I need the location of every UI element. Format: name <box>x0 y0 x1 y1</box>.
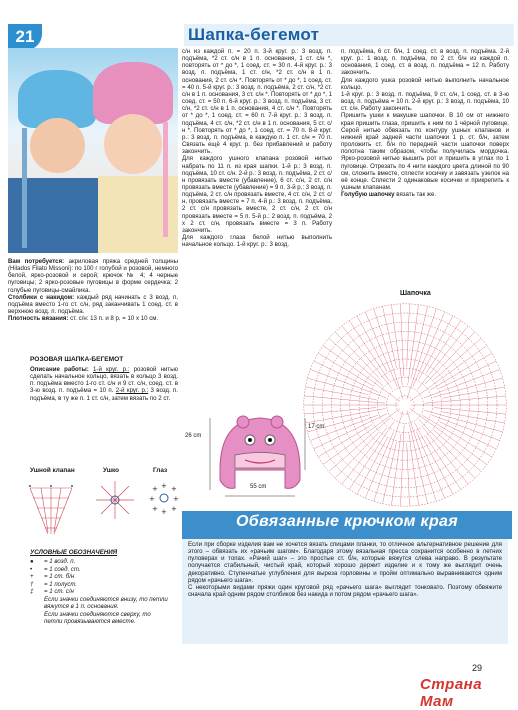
middle-column-text: с/н из каждой п. = 20 п. 3-й круг. р.: 3 возд. п. подъёма, *2 ст. с/н в 1 п. основания, 1 ст. с/н *, повторять от * до *, 1 соед. ст. = 30 п. 4-й круг. р.: 3 возд. п. подъёма, 1 ст. с/н, *2 ст. с/н в 1 п. основания, 2 ст. с/н *. Повторять от * до *, 1 соед. ст. = 40 п. 5-й круг. р.: 3 возд. п. подъёма, 2 ст. с/н, *2 ст. с/н в 1 п. основания, 3 ст. с/н *. Повторять от * до *, 1 соед. ст. = 50 п. 6-й круг. р.: 3 возд. п. подъёма, 3 ст. с/н, *2 ст. с/н в 1 п. основания, 4 ст. с/н *. Повторять от * до *, 1 соед. ст. = 60 п. 7-й круг. р.: 3 возд. п. подъёма, 4 ст. с/н, *2 ст. с/н в 1 п. основания, 5 ст. с/н *. Повторять от * до *, 1 соед. ст. = 70 п. 8-й круг. р.: 3 возд. п. подъёма, в каждую п. 1 ст. с/н = 70 п. Связать ещё 4 круг. р. без прибавлений и работу закончить. Для каждого ушного клапана розовой нитью набрать по 11 п. из края шапки. 1-й р.: 3 возд. п. подъёма, 10 ст. с/н. 2-й р.: 3 возд. п. подъёма, 2 ст. с/н провязать вместе (убавление), 6 ст. с/н, 2 ст. с/н провязать вместе (убавление) = 9 п. 3-й р.: 3 возд. п. подъёма, 2 ст. с/н провязать вместе, 4 ст. с/н, 2 ст. с/н, провязать вместе = 7 п. 4-й р.: 3 возд. п. подъёма, 2 ст. с/н провязать вместе, 2 ст. с/н, 2 ст. с/н провязать вместе = 5 п. 5-й р.: 2 возд. п. подъёма, 2 х 2 ст. с/н, провязать вместе = 3 п. Работу закончить. Для каждого глаза белой нитью выполнить начальное кольцо. 1-й круг. р.: 3 возд. <box>182 48 332 249</box>
schema-spoke <box>407 309 436 399</box>
schema-spoke <box>433 378 502 397</box>
section-title: РОЗОВАЯ ШАПКА-БЕГЕМОТ <box>30 356 124 363</box>
schema-spoke <box>425 396 506 403</box>
schema-spoke <box>314 414 387 449</box>
schema-title: Шапочка <box>400 290 431 297</box>
ear-label: Ушко <box>103 467 120 474</box>
schema-spoke <box>416 432 444 498</box>
schema-spoke <box>391 305 402 385</box>
legend-item: † = 1 полуст. <box>30 580 78 588</box>
schema-spoke <box>419 419 475 478</box>
svg-text:+: + <box>173 495 179 503</box>
legend-note: Если значки соединяются сверху, то петли провязываются вместе. <box>44 610 151 625</box>
schema-spoke <box>357 316 387 371</box>
svg-text:+: + <box>152 505 158 513</box>
schema-spoke <box>306 387 377 400</box>
schema-spoke <box>439 361 496 388</box>
legend <box>30 549 170 626</box>
schema-spoke <box>357 438 387 493</box>
legend-item: ● = 1 возд. п. <box>30 558 76 565</box>
schema-spoke <box>414 423 452 494</box>
schema-spoke <box>424 410 502 432</box>
schema-spoke <box>408 305 419 385</box>
svg-text:+: + <box>152 485 158 493</box>
schema-spoke <box>411 307 427 377</box>
schema-spoke <box>442 412 504 423</box>
svg-text:+: + <box>161 508 167 516</box>
schema-spoke <box>407 304 410 367</box>
schema-spoke <box>383 307 397 368</box>
description-block: Описание работы: 1-й круг. р.: розовой нитью сделать начальное кольцо, вязать в кольцо 3 возд. п. подъёма вместо 1-го ст. с/н и 9 ст. с/н, соед. ст. в 3-ю возд. п. подъёма = 10 п. 2-й круг. р.: 3 возд. п. подъёма, в ту же п. 1 ст. с/н, затем вязать по 2 ст. <box>30 366 178 402</box>
schema-spoke <box>407 443 410 506</box>
schema-spoke <box>335 432 379 478</box>
schema-spoke <box>304 396 385 403</box>
schema-spoke <box>439 421 496 448</box>
legend-item: ‡ = 1 ст. с/н <box>30 588 74 595</box>
svg-text:+: + <box>171 485 177 493</box>
legend-item: + = 1 ст. б/н <box>30 573 75 580</box>
page-number: 29 <box>472 663 483 673</box>
schema-spoke <box>365 432 393 498</box>
ear-schema <box>93 478 137 522</box>
schema-spoke <box>374 309 403 399</box>
schema-spoke <box>383 442 397 503</box>
schema-spoke <box>314 361 379 392</box>
schema-spoke <box>430 353 492 390</box>
eye-schema <box>146 480 182 516</box>
ear-flap-schema <box>26 478 76 538</box>
svg-text:+: + <box>149 495 155 503</box>
right-column-text: п. подъёма, 6 ст. б/н, 1 соед. ст. в возд. п. подъёма. 2-й круг. р.: 1 возд. п. подъёма, по 2 ст. б/н из каждой п. основания, 1 соед. ст. в возд. п. подъёма = 12 п. Работу закончить. Для каждого ушка розовой нитью выполнить начальное кольцо. 1-й круг. р.: 3 возд. п. подъёма, 9 ст. с/н, 1 соед. ст. в 3-ю возд. п. подъёма = 10 п. 2-й круг. р.: 3 возд. п. подъёма, 10 ст. с/н. Работу закончить. Пришить ушки к макушке шапочки. В 10 см от нижнего края пришить глаза, пришить к ним по 1 чёрной пуговице. Серой нитью обвязать по контуру ушных клапанов и нижний край задней части шапочки 1 р. ст. б/н, затем проложить ст. б/н по передней части шапочки поверх полотна таким образом, чтобы получилась мордочка. Ярко-розовой нитью вышить рот и пришить в углах по 1 пуговице. Отрезать по 4 нити каждого цвета длиной по 90 см, сложить вместе, сплести косичку и завязать узелок на её конце. Сплести 2 одинаковые косички и прикрепить к ушным клапанам. Голубую шапочку вязать так же. <box>341 48 509 199</box>
schema-spoke <box>304 408 376 414</box>
schema-spoke <box>308 378 369 395</box>
schema-spoke <box>426 437 461 490</box>
schema-spoke <box>419 316 453 379</box>
schema-spoke <box>432 415 499 440</box>
dim-height: 17 cm <box>308 424 325 430</box>
watermark-logo: Страна Мам <box>420 676 483 710</box>
schema-spoke <box>335 332 379 378</box>
schema-spoke <box>409 434 419 505</box>
schema-spoke <box>400 425 404 506</box>
page-title: Шапка-бегемот <box>188 25 320 44</box>
schema-spoke <box>425 332 475 384</box>
page-badge: 21 <box>8 24 42 50</box>
schema-spoke <box>400 304 403 376</box>
schema-spoke <box>349 422 394 490</box>
dim-bottom: 55 cm <box>250 484 267 490</box>
legend-note: Если значки соединяются внизу, то петли вяжутся в 1 п. основания. <box>44 595 168 610</box>
info-box: Если при сборке изделия вам не хочется вязать спицами планки, то отличное альтернативное решение для этого – обвязать их «рачьим шагом». Благодаря этому вязальная пресса сохранится особенно в летних пуловерах и топах. «Рачий шаг» – это простые ст. б/н, которые вяжутся слева направо. В результате получается стабильный, чистый край, который хорошо держит изделие и к тому же выглядит очень декоративно. Ступенчатые углубления для выреза горловины и пройм оптимально выравниваются одним рядом «рачьего шага». С некоторыми видами пряжи один круговой ряд «рачьего шага» выглядит тонковато. Поэтому обвяжите сначала край одним рядом столбиков без накида и потом рядом «рачьего шага». <box>182 539 508 644</box>
ear-flap-label: Ушной клапан <box>30 467 75 474</box>
eye-label: Глаз <box>153 467 168 474</box>
dim-width: 26 cm <box>185 433 202 439</box>
photo-kids-hats <box>8 48 178 253</box>
schema-spoke <box>426 321 461 374</box>
section-band-title: Обвязанные крючком края <box>236 513 458 530</box>
schema-spoke <box>434 408 506 414</box>
schema-spoke <box>442 387 504 398</box>
svg-text:+: + <box>171 505 177 513</box>
svg-text:+: + <box>161 482 167 490</box>
schema-spoke <box>329 339 383 386</box>
schema-spoke <box>306 409 386 423</box>
hat-crochet-schema <box>300 300 510 510</box>
schema-spoke <box>423 428 468 484</box>
materials-block: Вам потребуется: акриловая пряжа средней толщины (Hilados Filato Missoni): по 100 г голубой и розовой, немного белой, ярко-розовой и серой; крючок № 4; 4 черные пуговицы; 2 ярко-розовые пуговицы в форме сердечка; 2 голубые пуговицы-смайлика. Столбики с накидом: каждый ряд начинать с 3 возд. п. подъёма вместо 1-го ст. с/н, ряд заканчивать 1 соед. ст. в верхнюю возд. п. подъёма. Плотность вязания: ст. с/н: 13 п. и 8 р. = 10 х 10 см. <box>8 258 178 323</box>
legend-item: • = 1 соед. ст. <box>30 565 81 573</box>
legend-title: УСЛОВНЫЕ ОБОЗНАЧЕНИЯ <box>30 549 118 556</box>
